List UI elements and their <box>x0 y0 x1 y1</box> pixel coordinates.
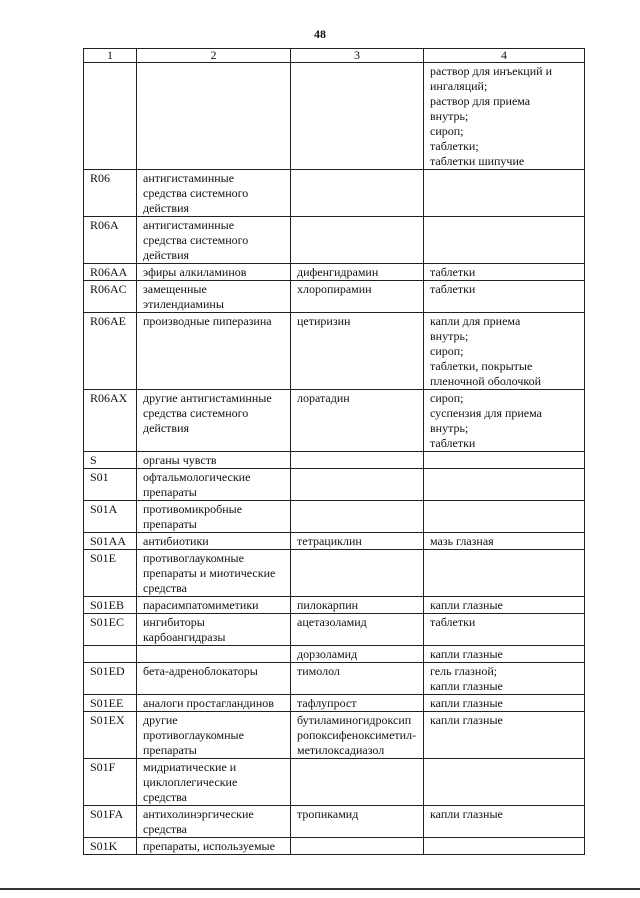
atc-code-cell <box>84 501 137 533</box>
therapeutic-group-cell <box>137 597 291 614</box>
dosage-form-cell <box>424 281 585 313</box>
table-row <box>84 501 585 533</box>
dosage-form-cell <box>424 550 585 597</box>
table-row <box>84 663 585 695</box>
table-row <box>84 712 585 759</box>
drug-name-cell-text: хлоропирамин <box>297 282 372 296</box>
drug-name-cell-text: тропикамид <box>297 807 359 821</box>
therapeutic-group-cell <box>137 712 291 759</box>
drug-name-cell-text: ацетазоламид <box>297 615 367 629</box>
dosage-form-cell <box>424 452 585 469</box>
table-row <box>84 646 585 663</box>
drug-name-cell-text: тимолол <box>297 664 340 678</box>
atc-code-cell <box>84 281 137 313</box>
table-row <box>84 281 585 313</box>
drug-name-cell <box>291 550 424 597</box>
atc-code-cell <box>84 695 137 712</box>
drug-name-cell <box>291 63 424 170</box>
atc-code-cell <box>84 170 137 217</box>
atc-code-cell-text: S01 <box>90 470 109 484</box>
drug-name-cell <box>291 663 424 695</box>
therapeutic-group-cell-text: другие противоглаукомные препараты <box>143 713 244 757</box>
therapeutic-group-cell-text: противоглаукомные препараты и миотические средства <box>143 551 276 595</box>
therapeutic-group-cell <box>137 533 291 550</box>
dosage-form-cell <box>424 838 585 855</box>
table-row <box>84 469 585 501</box>
atc-code-cell-text: S01EC <box>90 615 125 629</box>
table-row <box>84 759 585 806</box>
therapeutic-group-cell <box>137 313 291 390</box>
therapeutic-group-cell <box>137 390 291 452</box>
drug-name-cell-text: тетрациклин <box>297 534 362 548</box>
dosage-form-cell-text: капли глазные <box>430 713 503 727</box>
atc-code-cell-text: R06AA <box>90 265 128 279</box>
table-row <box>84 170 585 217</box>
atc-code-cell-text: R06A <box>90 218 119 232</box>
table-row <box>84 63 585 170</box>
atc-code-cell <box>84 838 137 855</box>
dosage-form-cell <box>424 614 585 646</box>
atc-code-cell <box>84 759 137 806</box>
drug-name-cell <box>291 614 424 646</box>
therapeutic-group-cell-text: ингибиторы карбоангидразы <box>143 615 226 644</box>
atc-code-cell-text: S01K <box>90 839 118 853</box>
drug-name-cell-text: цетиризин <box>297 314 351 328</box>
drug-name-cell-text: пилокарпин <box>297 598 359 612</box>
atc-code-cell <box>84 614 137 646</box>
atc-code-cell <box>84 533 137 550</box>
drug-name-cell <box>291 806 424 838</box>
drug-name-cell-text: тафлупрост <box>297 696 357 710</box>
dosage-form-cell <box>424 597 585 614</box>
drug-name-cell <box>291 646 424 663</box>
atc-code-cell <box>84 469 137 501</box>
therapeutic-group-cell <box>137 217 291 264</box>
atc-code-cell <box>84 712 137 759</box>
dosage-form-cell <box>424 646 585 663</box>
dosage-form-cell <box>424 390 585 452</box>
therapeutic-group-cell-text: антихолинэргические средства <box>143 807 254 836</box>
therapeutic-group-cell-text: антибиотики <box>143 534 209 548</box>
drug-name-cell-text: лоратадин <box>297 391 350 405</box>
dosage-form-cell-text: таблетки <box>430 615 476 629</box>
dosage-form-cell <box>424 663 585 695</box>
atc-code-cell-text: R06 <box>90 171 111 185</box>
dosage-form-cell <box>424 712 585 759</box>
therapeutic-group-cell <box>137 264 291 281</box>
dosage-form-cell <box>424 501 585 533</box>
table-row <box>84 264 585 281</box>
drug-name-cell <box>291 838 424 855</box>
atc-code-cell-text: S01EX <box>90 713 125 727</box>
dosage-form-cell <box>424 759 585 806</box>
atc-code-cell <box>84 597 137 614</box>
atc-code-cell <box>84 806 137 838</box>
atc-code-cell <box>84 663 137 695</box>
atc-code-cell-text: S01FA <box>90 807 124 821</box>
table-body <box>84 63 585 855</box>
atc-code-cell-text: R06AC <box>90 282 127 296</box>
therapeutic-group-cell <box>137 646 291 663</box>
atc-code-cell-text: S01A <box>90 502 118 516</box>
drug-name-cell <box>291 695 424 712</box>
dosage-form-cell-text: таблетки <box>430 265 476 279</box>
dosage-form-cell-text: капли глазные <box>430 807 503 821</box>
drug-name-cell <box>291 469 424 501</box>
dosage-form-cell <box>424 806 585 838</box>
dosage-form-cell-text: сироп; суспензия для приема внутрь; таблетки <box>430 391 542 450</box>
atc-code-cell-text: S01EE <box>90 696 124 710</box>
drug-name-cell-text: дорзоламид <box>297 647 358 661</box>
table-row <box>84 390 585 452</box>
drug-classification-table-container <box>83 48 585 855</box>
therapeutic-group-cell <box>137 452 291 469</box>
therapeutic-group-cell <box>137 663 291 695</box>
therapeutic-group-cell-text: антигистаминные средства системного действия <box>143 171 249 215</box>
column-header-form: 4 <box>424 49 585 63</box>
atc-code-cell <box>84 264 137 281</box>
therapeutic-group-cell-text: аналоги простагландинов <box>143 696 274 710</box>
therapeutic-group-cell <box>137 695 291 712</box>
table-header-row <box>84 49 585 63</box>
table-row <box>84 452 585 469</box>
page-bottom-rule <box>0 888 640 890</box>
dosage-form-cell <box>424 63 585 170</box>
dosage-form-cell <box>424 170 585 217</box>
dosage-form-cell-text: гель глазной; капли глазные <box>430 664 503 693</box>
table-row <box>84 695 585 712</box>
drug-name-cell <box>291 264 424 281</box>
drug-name-cell <box>291 533 424 550</box>
therapeutic-group-cell <box>137 759 291 806</box>
column-header-code: 1 <box>84 49 137 63</box>
dosage-form-cell-text: мазь глазная <box>430 534 494 548</box>
page-number: 48 <box>314 27 326 41</box>
dosage-form-cell-text: капли глазные <box>430 598 503 612</box>
therapeutic-group-cell <box>137 63 291 170</box>
drug-classification-table <box>83 48 585 855</box>
drug-name-cell-text: бутиламиногидроксип ропоксифеноксиметил- метилоксадиазол <box>297 713 417 757</box>
dosage-form-cell <box>424 313 585 390</box>
atc-code-cell-text: S01ED <box>90 664 125 678</box>
drug-name-cell <box>291 501 424 533</box>
table-row <box>84 217 585 264</box>
therapeutic-group-cell <box>137 550 291 597</box>
dosage-form-cell-text: капли для приема внутрь; сироп; таблетки, покрытые пленочной оболочкой <box>430 314 542 388</box>
dosage-form-cell-text: капли глазные <box>430 647 503 661</box>
drug-name-cell <box>291 217 424 264</box>
atc-code-cell-text: S01EB <box>90 598 125 612</box>
therapeutic-group-cell <box>137 170 291 217</box>
drug-name-cell <box>291 390 424 452</box>
drug-name-cell <box>291 759 424 806</box>
atc-code-cell-text: R06AE <box>90 314 126 328</box>
table-row <box>84 597 585 614</box>
dosage-form-cell <box>424 264 585 281</box>
table-row <box>84 313 585 390</box>
therapeutic-group-cell-text: офтальмологические препараты <box>143 470 251 499</box>
atc-code-cell-text: R06AX <box>90 391 128 405</box>
atc-code-cell <box>84 390 137 452</box>
therapeutic-group-cell <box>137 614 291 646</box>
therapeutic-group-cell <box>137 806 291 838</box>
atc-code-cell <box>84 646 137 663</box>
therapeutic-group-cell-text: мидриатические и циклоплегические средства <box>143 760 238 804</box>
therapeutic-group-cell-text: другие антигистаминные средства системного действия <box>143 391 272 435</box>
drug-name-cell <box>291 281 424 313</box>
table-row <box>84 614 585 646</box>
therapeutic-group-cell-text: антигистаминные средства системного действия <box>143 218 249 262</box>
therapeutic-group-cell-text: противомикробные препараты <box>143 502 243 531</box>
therapeutic-group-cell-text: препараты, используемые <box>143 839 275 853</box>
dosage-form-cell <box>424 695 585 712</box>
therapeutic-group-cell-text: замещенные этилендиамины <box>143 282 224 311</box>
therapeutic-group-cell <box>137 469 291 501</box>
therapeutic-group-cell-text: бета-адреноблокаторы <box>143 664 258 678</box>
table-row <box>84 806 585 838</box>
drug-name-cell <box>291 313 424 390</box>
therapeutic-group-cell-text: органы чувств <box>143 453 217 467</box>
atc-code-cell-text: S01F <box>90 760 116 774</box>
therapeutic-group-cell <box>137 281 291 313</box>
dosage-form-cell <box>424 469 585 501</box>
drug-name-cell <box>291 597 424 614</box>
atc-code-cell <box>84 313 137 390</box>
dosage-form-cell-text: раствор для инъекций и ингаляций; раствор для приема внутрь; сироп; таблетки; таблетки шипучие <box>430 64 552 168</box>
dosage-form-cell-text: капли глазные <box>430 696 503 710</box>
drug-name-cell-text: дифенгидрамин <box>297 265 379 279</box>
therapeutic-group-cell-text: эфиры алкиламинов <box>143 265 247 279</box>
therapeutic-group-cell <box>137 501 291 533</box>
atc-code-cell <box>84 217 137 264</box>
table-row <box>84 838 585 855</box>
atc-code-cell <box>84 550 137 597</box>
therapeutic-group-cell <box>137 838 291 855</box>
atc-code-cell <box>84 452 137 469</box>
drug-name-cell <box>291 712 424 759</box>
atc-code-cell-text: S01AA <box>90 534 127 548</box>
column-header-drug: 3 <box>291 49 424 63</box>
therapeutic-group-cell-text: парасимпатомиметики <box>143 598 259 612</box>
column-header-group: 2 <box>137 49 291 63</box>
drug-name-cell <box>291 452 424 469</box>
dosage-form-cell-text: таблетки <box>430 282 476 296</box>
atc-code-cell-text: S01E <box>90 551 117 565</box>
table-row <box>84 533 585 550</box>
atc-code-cell-text: S <box>90 453 97 467</box>
atc-code-cell <box>84 63 137 170</box>
dosage-form-cell <box>424 217 585 264</box>
therapeutic-group-cell-text: производные пиперазина <box>143 314 272 328</box>
dosage-form-cell <box>424 533 585 550</box>
table-row <box>84 550 585 597</box>
drug-name-cell <box>291 170 424 217</box>
